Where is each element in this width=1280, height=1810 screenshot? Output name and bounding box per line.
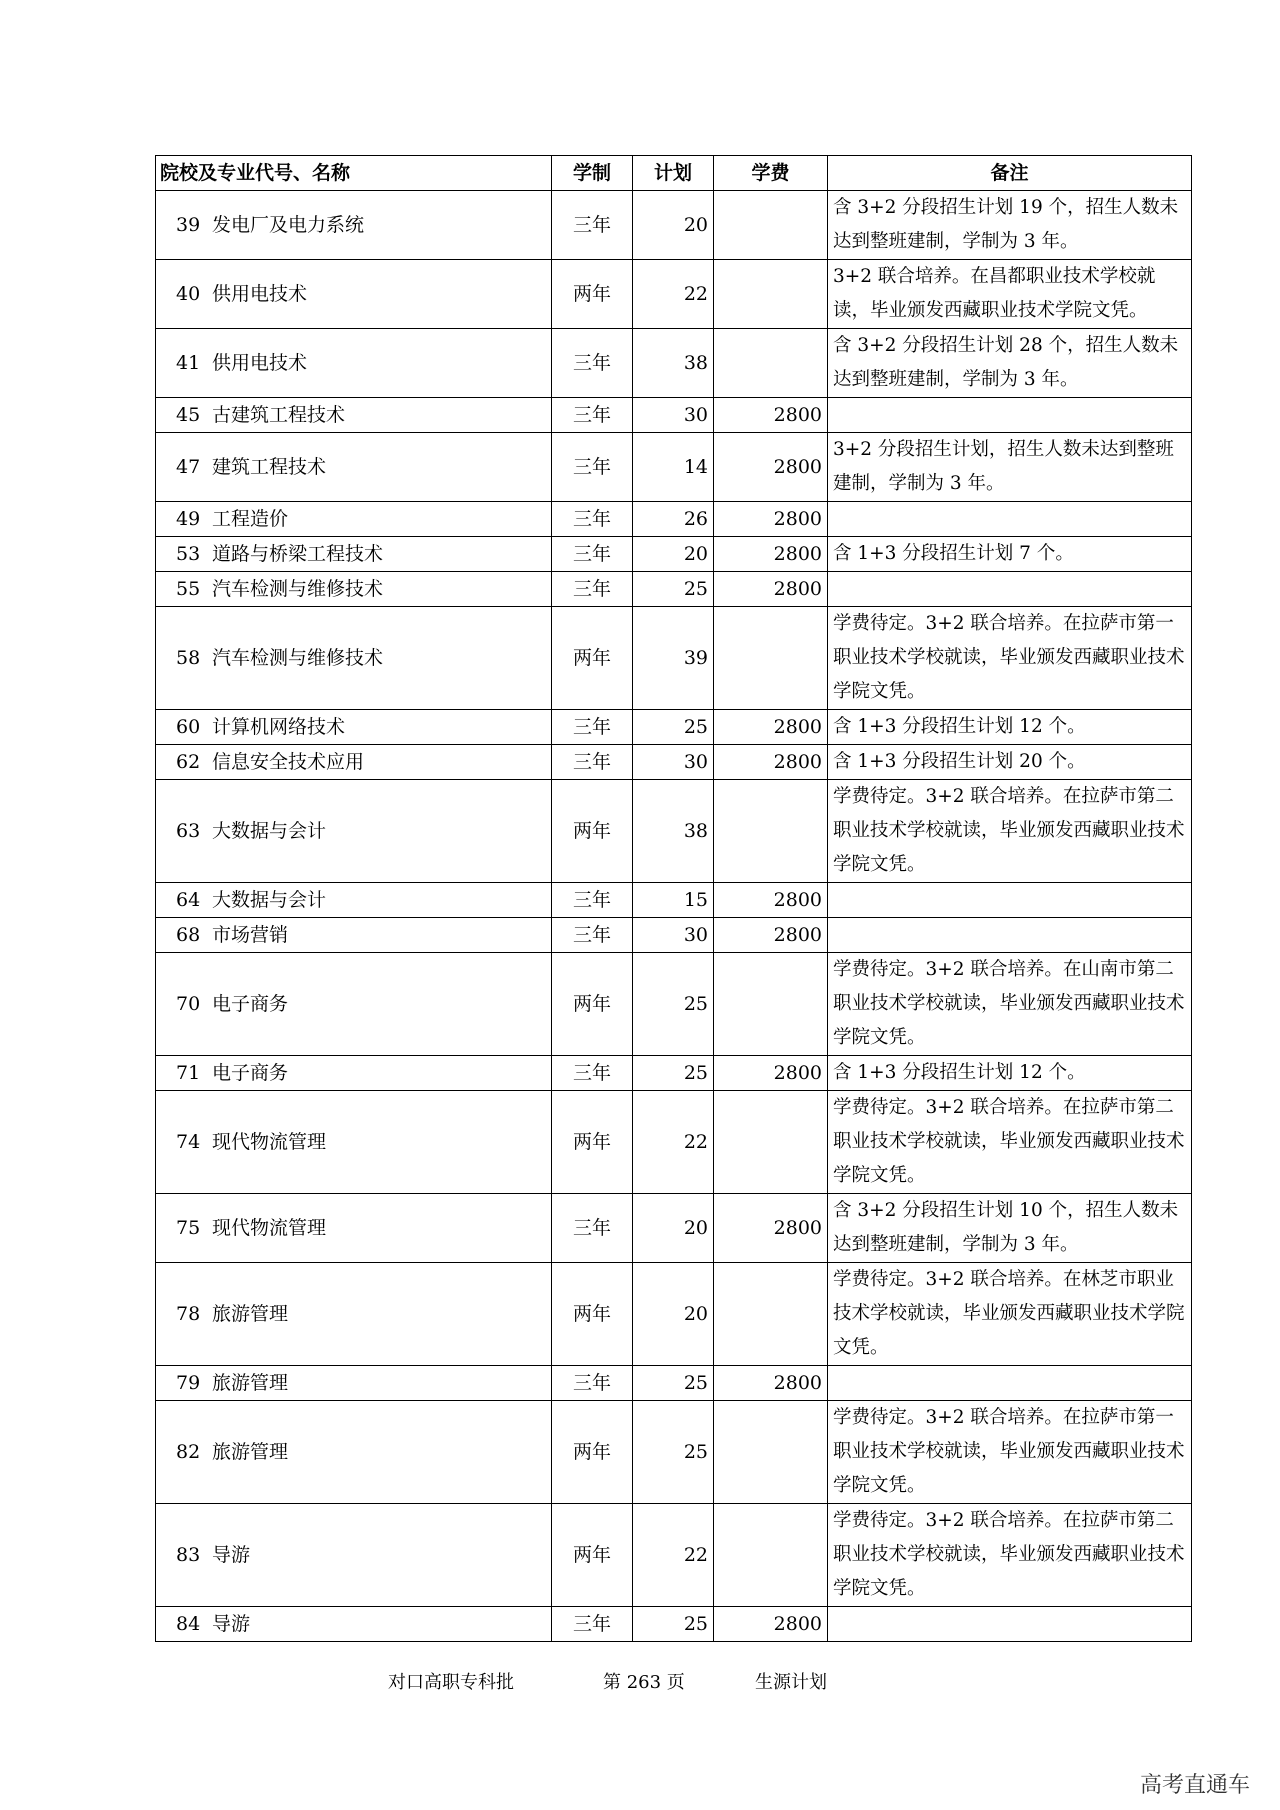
plan-cell: 30	[633, 745, 714, 780]
major-name: 旅游管理	[212, 1303, 289, 1325]
duration-cell: 两年	[552, 260, 633, 329]
major-cell	[156, 398, 552, 433]
major-code: 49	[176, 508, 201, 530]
duration-cell: 三年	[552, 572, 633, 607]
tuition-cell	[714, 329, 828, 398]
major-name: 计算机网络技术	[212, 716, 346, 738]
major-name: 导游	[212, 1613, 251, 1635]
major-name: 市场营销	[212, 924, 289, 946]
tuition-cell: 2800	[714, 883, 828, 918]
table-row	[156, 1263, 1192, 1366]
plan-cell: 26	[633, 502, 714, 537]
major-code: 71	[176, 1062, 201, 1084]
note-cell: 含 1+3 分段招生计划 20 个。	[828, 745, 1192, 780]
table-row	[156, 1091, 1192, 1194]
major-name: 现代物流管理	[212, 1131, 327, 1153]
major-code: 60	[176, 716, 201, 738]
note-cell: 3+2 分段招生计划，招生人数未达到整班建制，学制为 3 年。	[828, 433, 1192, 502]
major-code: 79	[176, 1372, 201, 1394]
duration-cell: 三年	[552, 537, 633, 572]
major-name: 古建筑工程技术	[212, 404, 346, 426]
major-cell	[156, 607, 552, 710]
plan-cell: 38	[633, 329, 714, 398]
major-name: 汽车检测与维修技术	[212, 647, 384, 669]
major-cell	[156, 745, 552, 780]
duration-cell: 三年	[552, 745, 633, 780]
header-name: 院校及专业代号、名称	[156, 156, 552, 191]
note-cell: 学费待定。3+2 联合培养。在林芝市职业技术学校就读，毕业颁发西藏职业技术学院文凭。	[828, 1263, 1192, 1366]
major-code: 45	[176, 404, 201, 426]
major-name: 电子商务	[212, 1062, 289, 1084]
major-cell	[156, 572, 552, 607]
duration-cell: 两年	[552, 780, 633, 883]
table-row	[156, 918, 1192, 953]
duration-cell: 三年	[552, 1056, 633, 1091]
tuition-cell: 2800	[714, 1056, 828, 1091]
tuition-cell: 2800	[714, 918, 828, 953]
major-cell	[156, 260, 552, 329]
tuition-cell	[714, 260, 828, 329]
table-row	[156, 1194, 1192, 1263]
footer-batch: 对口高职专科批	[388, 1672, 514, 1693]
watermark: 高考直通车	[1139, 1773, 1250, 1798]
plan-cell: 20	[633, 1194, 714, 1263]
note-cell	[828, 572, 1192, 607]
tuition-cell: 2800	[714, 1366, 828, 1401]
tuition-cell: 2800	[714, 745, 828, 780]
plan-cell: 30	[633, 398, 714, 433]
note-cell	[828, 1607, 1192, 1642]
major-code: 40	[176, 283, 201, 305]
note-cell	[828, 398, 1192, 433]
plan-cell: 38	[633, 780, 714, 883]
tuition-cell	[714, 780, 828, 883]
table-row	[156, 1504, 1192, 1607]
table-row	[156, 260, 1192, 329]
duration-cell: 三年	[552, 918, 633, 953]
note-cell: 3+2 联合培养。在昌都职业技术学校就读，毕业颁发西藏职业技术学院文凭。	[828, 260, 1192, 329]
plan-cell: 39	[633, 607, 714, 710]
duration-cell: 三年	[552, 1607, 633, 1642]
tuition-cell: 2800	[714, 433, 828, 502]
note-cell: 含 3+2 分段招生计划 19 个，招生人数未达到整班建制，学制为 3 年。	[828, 191, 1192, 260]
table-row	[156, 1056, 1192, 1091]
major-cell	[156, 1366, 552, 1401]
tuition-cell: 2800	[714, 1194, 828, 1263]
plan-cell: 25	[633, 710, 714, 745]
tuition-cell	[714, 191, 828, 260]
major-code: 64	[176, 889, 201, 911]
table-row	[156, 329, 1192, 398]
duration-cell: 两年	[552, 1504, 633, 1607]
duration-cell: 三年	[552, 191, 633, 260]
table-row	[156, 1366, 1192, 1401]
major-code: 41	[176, 352, 201, 374]
header-note: 备注	[828, 156, 1192, 191]
major-cell	[156, 1091, 552, 1194]
note-cell: 学费待定。3+2 联合培养。在拉萨市第二职业技术学校就读，毕业颁发西藏职业技术学院文凭。	[828, 1091, 1192, 1194]
major-code: 62	[176, 751, 201, 773]
major-cell	[156, 537, 552, 572]
duration-cell: 三年	[552, 883, 633, 918]
major-code: 70	[176, 993, 201, 1015]
duration-cell: 两年	[552, 607, 633, 710]
tuition-cell: 2800	[714, 502, 828, 537]
plan-cell: 14	[633, 433, 714, 502]
major-code: 78	[176, 1303, 201, 1325]
plan-cell: 20	[633, 537, 714, 572]
duration-cell: 三年	[552, 433, 633, 502]
table-row	[156, 398, 1192, 433]
major-name: 大数据与会计	[212, 889, 327, 911]
tuition-cell	[714, 953, 828, 1056]
plan-cell: 22	[633, 1504, 714, 1607]
major-cell	[156, 502, 552, 537]
major-code: 82	[176, 1441, 201, 1463]
major-name: 现代物流管理	[212, 1217, 327, 1239]
major-name: 发电厂及电力系统	[212, 214, 365, 236]
plan-cell: 15	[633, 883, 714, 918]
major-code: 63	[176, 820, 201, 842]
duration-cell: 两年	[552, 1263, 633, 1366]
major-code: 84	[176, 1613, 201, 1635]
enrollment-plan-table	[155, 155, 1192, 1642]
major-code: 47	[176, 456, 201, 478]
duration-cell: 两年	[552, 1091, 633, 1194]
plan-cell: 25	[633, 1401, 714, 1504]
major-name: 旅游管理	[212, 1441, 289, 1463]
note-cell: 含 1+3 分段招生计划 12 个。	[828, 1056, 1192, 1091]
table-row	[156, 953, 1192, 1056]
major-name: 工程造价	[212, 508, 289, 530]
table-row	[156, 433, 1192, 502]
major-cell	[156, 710, 552, 745]
major-code: 83	[176, 1544, 201, 1566]
footer-plan-type: 生源计划	[755, 1672, 827, 1693]
note-cell: 学费待定。3+2 联合培养。在山南市第二职业技术学校就读，毕业颁发西藏职业技术学院文凭。	[828, 953, 1192, 1056]
major-code: 68	[176, 924, 201, 946]
note-cell: 含 1+3 分段招生计划 7 个。	[828, 537, 1192, 572]
major-name: 建筑工程技术	[212, 456, 327, 478]
tuition-cell: 2800	[714, 572, 828, 607]
plan-cell: 20	[633, 191, 714, 260]
major-name: 道路与桥梁工程技术	[212, 543, 384, 565]
table-row	[156, 1401, 1192, 1504]
major-code: 55	[176, 578, 201, 600]
tuition-cell: 2800	[714, 1607, 828, 1642]
table-row	[156, 780, 1192, 883]
tuition-cell	[714, 1263, 828, 1366]
header-plan: 计划	[633, 156, 714, 191]
major-cell	[156, 191, 552, 260]
note-cell	[828, 1366, 1192, 1401]
major-name: 导游	[212, 1544, 251, 1566]
duration-cell: 两年	[552, 953, 633, 1056]
major-cell	[156, 1607, 552, 1642]
footer-page-number: 第 263 页	[603, 1672, 685, 1693]
table-header-row	[156, 156, 1192, 191]
plan-cell: 20	[633, 1263, 714, 1366]
plan-cell: 25	[633, 953, 714, 1056]
plan-cell: 25	[633, 572, 714, 607]
major-code: 58	[176, 647, 201, 669]
note-cell	[828, 883, 1192, 918]
plan-cell: 25	[633, 1056, 714, 1091]
table-row	[156, 883, 1192, 918]
major-cell	[156, 780, 552, 883]
major-code: 75	[176, 1217, 201, 1239]
major-cell	[156, 883, 552, 918]
tuition-cell: 2800	[714, 537, 828, 572]
tuition-cell	[714, 1504, 828, 1607]
major-name: 信息安全技术应用	[212, 751, 365, 773]
table-row	[156, 745, 1192, 780]
major-cell	[156, 1504, 552, 1607]
tuition-cell	[714, 1091, 828, 1194]
note-cell: 学费待定。3+2 联合培养。在拉萨市第二职业技术学校就读，毕业颁发西藏职业技术学院文凭。	[828, 1504, 1192, 1607]
duration-cell: 三年	[552, 502, 633, 537]
table-body	[156, 191, 1192, 1642]
note-cell	[828, 918, 1192, 953]
major-cell	[156, 1194, 552, 1263]
tuition-cell: 2800	[714, 398, 828, 433]
duration-cell: 两年	[552, 1401, 633, 1504]
duration-cell: 三年	[552, 329, 633, 398]
header-duration: 学制	[552, 156, 633, 191]
note-cell: 学费待定。3+2 联合培养。在拉萨市第一职业技术学校就读，毕业颁发西藏职业技术学院文凭。	[828, 607, 1192, 710]
tuition-cell	[714, 607, 828, 710]
plan-cell: 22	[633, 260, 714, 329]
major-name: 旅游管理	[212, 1372, 289, 1394]
table-row	[156, 537, 1192, 572]
major-cell	[156, 1401, 552, 1504]
note-cell: 含 3+2 分段招生计划 10 个，招生人数未达到整班建制，学制为 3 年。	[828, 1194, 1192, 1263]
duration-cell: 三年	[552, 1194, 633, 1263]
major-name: 汽车检测与维修技术	[212, 578, 384, 600]
duration-cell: 三年	[552, 1366, 633, 1401]
major-cell	[156, 953, 552, 1056]
plan-cell: 22	[633, 1091, 714, 1194]
note-cell: 含 3+2 分段招生计划 28 个，招生人数未达到整班建制，学制为 3 年。	[828, 329, 1192, 398]
major-cell	[156, 1056, 552, 1091]
tuition-cell: 2800	[714, 710, 828, 745]
major-name: 供用电技术	[212, 283, 308, 305]
table-row	[156, 502, 1192, 537]
major-name: 电子商务	[212, 993, 289, 1015]
plan-cell: 25	[633, 1366, 714, 1401]
major-cell	[156, 1263, 552, 1366]
note-cell	[828, 502, 1192, 537]
note-cell: 学费待定。3+2 联合培养。在拉萨市第一职业技术学校就读，毕业颁发西藏职业技术学院文凭。	[828, 1401, 1192, 1504]
duration-cell: 三年	[552, 710, 633, 745]
major-cell	[156, 433, 552, 502]
table-row	[156, 191, 1192, 260]
major-code: 74	[176, 1131, 201, 1153]
table-row	[156, 572, 1192, 607]
duration-cell: 三年	[552, 398, 633, 433]
header-tuition: 学费	[714, 156, 828, 191]
major-code: 39	[176, 214, 201, 236]
plan-cell: 30	[633, 918, 714, 953]
table-row	[156, 607, 1192, 710]
tuition-cell	[714, 1401, 828, 1504]
plan-cell: 25	[633, 1607, 714, 1642]
major-name: 大数据与会计	[212, 820, 327, 842]
note-cell: 含 1+3 分段招生计划 12 个。	[828, 710, 1192, 745]
major-name: 供用电技术	[212, 352, 308, 374]
note-cell: 学费待定。3+2 联合培养。在拉萨市第二职业技术学校就读，毕业颁发西藏职业技术学院文凭。	[828, 780, 1192, 883]
table-row	[156, 710, 1192, 745]
major-cell	[156, 329, 552, 398]
major-cell	[156, 918, 552, 953]
major-code: 53	[176, 543, 201, 565]
table-row	[156, 1607, 1192, 1642]
